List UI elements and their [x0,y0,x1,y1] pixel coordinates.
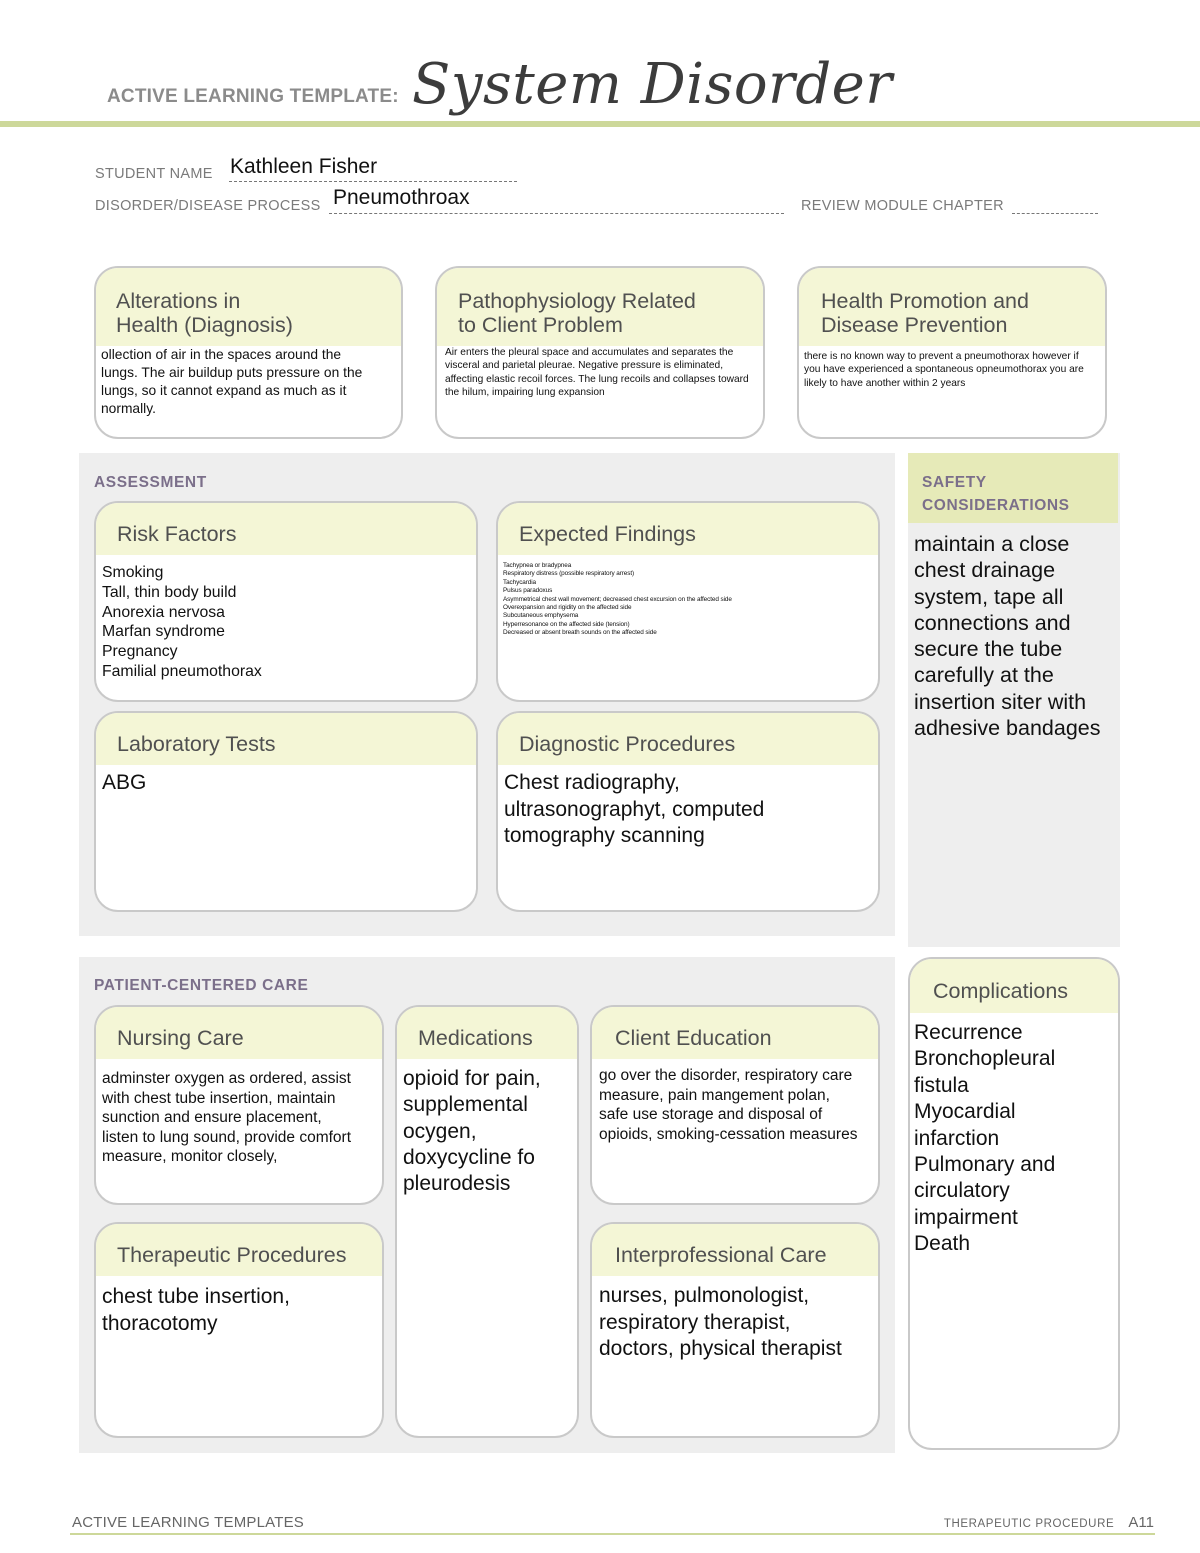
page-title: System Disorder [412,52,893,117]
expected-finding-item: Overexpansion and rigidity on the affected side [503,604,632,612]
risk-factors-list[interactable] [96,555,476,682]
expected-findings-title: Expected Findings [498,503,878,555]
footer-rule [70,1533,1155,1535]
medications-body[interactable]: opioid for pain, supplemental ocygen, doxycycline fo pleurodesis [403,1067,541,1196]
complication-item: Myocardial [914,1100,1016,1124]
complication-item: fistula [914,1073,969,1097]
expected-finding-item: Pulsus paradoxus [503,587,553,595]
expected-findings-card [496,501,880,702]
diagnostic-procedures-card [496,711,880,912]
expected-finding-item: Respiratory distress (possible respiratory arrest) [503,570,635,578]
pathophysiology-body[interactable]: Air enters the pleural space and accumulates and separates the visceral and parietal pleurae. Negative pressure is eliminated, affecting elastic recoil forces. The lung recoils and collapses toward the hilum, impairing lung expansion [445,347,749,398]
complications-title: Complications [910,959,1118,1013]
expected-finding-item: Decreased or absent breath sounds on the affected side [503,629,657,637]
risk-factors-title: Risk Factors [96,503,476,555]
complication-item: impairment [914,1205,1018,1229]
diagnostic-procedures-body[interactable]: Chest radiography, ultrasonographyt, computed tomography scanning [504,771,765,847]
nursing-care-card [94,1005,384,1205]
pathophysiology-title-line2: to Client Problem [458,313,623,337]
interprofessional-care-card [590,1222,880,1438]
diagnostic-procedures-title: Diagnostic Procedures [498,713,878,765]
health-promotion-body[interactable]: there is no known way to prevent a pneumothorax however if you have experienced a spontaneous opneumothorax you are likely to have another within 2 years [804,351,1084,389]
expected-findings-list[interactable] [498,555,878,638]
template-prefix: ACTIVE LEARNING TEMPLATE: [107,86,399,107]
disorder-underline [329,213,784,214]
alterations-card [94,266,403,439]
footer-left-text: ACTIVE LEARNING TEMPLATES [72,1514,304,1531]
health-promotion-title-line1: Health Promotion and [821,289,1029,313]
student-name-label: STUDENT NAME [95,166,213,182]
footer-page-number: A11 [1128,1514,1154,1531]
student-name-underline [229,181,517,182]
alterations-title-line2: Health (Diagnosis) [116,313,293,337]
risk-factor-item: Pregnancy [102,643,178,661]
review-module-field[interactable] [1012,213,1098,214]
nursing-care-title: Nursing Care [96,1007,382,1059]
client-education-card [590,1005,880,1205]
safety-body[interactable]: maintain a close chest drainage system, tape all connections and secure the tube carefully at the insertion siter with adhesive bandages [914,532,1101,741]
review-module-label: REVIEW MODULE CHAPTER [801,198,1004,214]
therapeutic-procedures-card [94,1222,384,1438]
complication-item: Pulmonary and [914,1153,1056,1177]
disorder-label: DISORDER/DISEASE PROCESS [95,198,321,214]
client-education-body[interactable]: go over the disorder, respiratory care measure, pain mangement polan, safe use storage and disposal of opioids, smoking-cessation measures [599,1067,858,1143]
assessment-heading: ASSESSMENT [94,474,207,491]
footer-right [944,1514,1154,1531]
patient-care-heading: PATIENT-CENTERED CARE [94,977,309,994]
complication-item: Bronchopleural [914,1047,1056,1071]
risk-factor-item: Smoking [102,564,164,581]
complication-item: circulatory [914,1179,1010,1203]
medications-card [395,1005,579,1438]
nursing-care-body[interactable]: adminster oxygen as ordered, assist with chest tube insertion, maintain sunction and ensure placement, listen to lung sound, provide comfort measure, monitor closely, [102,1070,351,1165]
expected-finding-item: Tachypnea or bradypnea [503,562,572,569]
student-name-field[interactable]: Kathleen Fisher [230,155,378,178]
laboratory-tests-body[interactable]: ABG [102,771,147,794]
expected-finding-item: Asymmetrical chest wall movement; decreased chest excursion on the affected side [503,595,732,603]
medications-title: Medications [397,1007,577,1059]
risk-factor-item: Marfan syndrome [102,623,225,641]
footer-section-label: THERAPEUTIC PROCEDURE [943,1518,1115,1530]
risk-factor-item: Anorexia nervosa [102,603,225,621]
pathophysiology-title-line1: Pathophysiology Related [458,289,696,313]
therapeutic-procedures-body[interactable]: chest tube insertion, thoracotomy [102,1285,290,1335]
complication-item: Recurrence [914,1021,1023,1044]
complications-card [908,957,1120,1450]
alterations-title [96,268,401,346]
interprofessional-care-body[interactable]: nurses, pulmonologist, respiratory therapist, doctors, physical therapist [599,1284,842,1360]
complications-list[interactable] [910,1013,1118,1258]
risk-factors-card [94,501,478,702]
client-education-title: Client Education [592,1007,878,1059]
safety-heading [908,453,1118,523]
laboratory-tests-card [94,711,478,912]
health-promotion-title [799,268,1105,346]
risk-factor-item: Familial pneumothorax [102,662,262,680]
health-promotion-title-line2: Disease Prevention [821,313,1008,337]
header-rule [0,121,1200,127]
safety-heading-line2: CONSIDERATIONS [922,497,1070,514]
interprofessional-care-title: Interprofessional Care [592,1224,878,1276]
pathophysiology-card [435,266,765,439]
laboratory-tests-title: Laboratory Tests [96,713,476,765]
complication-item: Death [914,1232,971,1256]
health-promotion-card [797,266,1107,439]
expected-finding-item: Tachycardia [503,578,536,586]
alterations-body[interactable]: ollection of air in the spaces around the lungs. The air buildup puts pressure on the lungs, so it cannot expand as much as it normally. [101,347,363,416]
risk-factor-item: Tall, thin body build [102,583,237,601]
complication-item: infarction [914,1126,1000,1150]
safety-heading-line1: SAFETY [922,474,987,491]
expected-finding-item: Hyperresonance on the affected side (tension) [503,620,630,628]
pathophysiology-title [437,268,763,346]
therapeutic-procedures-title: Therapeutic Procedures [96,1224,382,1276]
disorder-field[interactable]: Pneumothroax [333,186,470,209]
alterations-title-line1: Alterations in [116,289,241,313]
expected-finding-item: Subcutaneous emphysema [503,612,579,620]
